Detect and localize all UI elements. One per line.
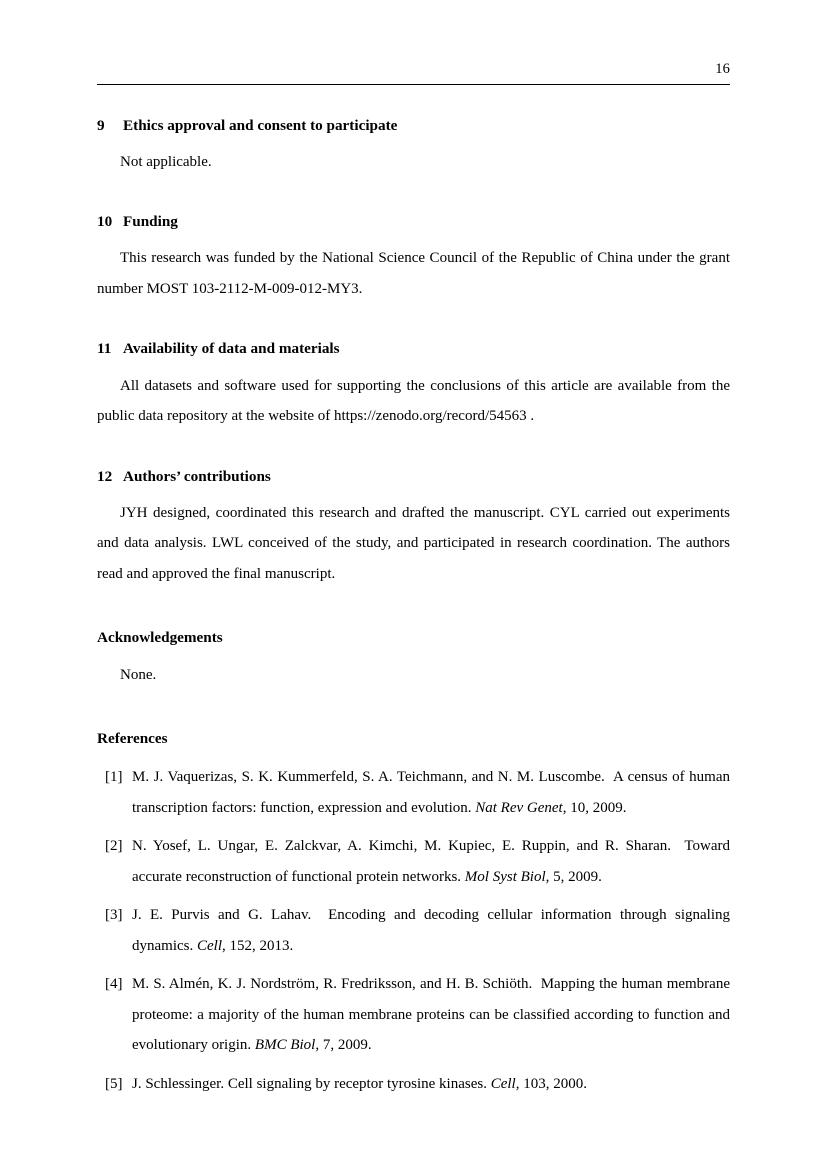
reference-article-title: Encoding and decoding cellular information through signaling dynamics.: [132, 907, 730, 954]
reference-volume: 5: [553, 868, 561, 885]
reference-journal: Cell: [197, 937, 222, 954]
reference-journal: BMC Biol: [254, 1037, 316, 1054]
section-number-9: 9: [97, 116, 105, 134]
reference-volume: 152: [229, 937, 252, 954]
reference-volume: 10: [570, 799, 586, 816]
reference-year: 2000: [553, 1075, 584, 1092]
section-12-paragraph-1: JYH designed, coordinated this research and drafted the manuscript. CYL carried out experiments and data analysis. LWL conceived of the study, and participated in research coordination. The authors read and approved the final manuscript.: [97, 504, 730, 582]
reference-authors: M. S. Almén, K. J. Nordström, R. Fredriksson, and H. B. Schiöth.: [132, 976, 533, 993]
section-title-10: Funding: [123, 213, 178, 231]
page-content: [97, 0, 730, 1107]
section-heading-12: [97, 468, 730, 486]
reference-journal: Nat Rev Genet: [475, 799, 563, 816]
reference-item: [1] M. J. Vaquerizas, S. K. Kummerfeld, S. A. Teichmann, and N. M. Luscombe. A census of human transcription factors: function, expression and evolution. Nat Rev Genet, 10, 2009.: [97, 762, 730, 823]
section-title-11: Availability of data and materials: [123, 340, 340, 358]
reference-year: 2013: [259, 937, 290, 954]
reference-label: [5]: [105, 1075, 123, 1092]
section-heading-10: [97, 213, 730, 231]
reference-label: [1]: [105, 769, 123, 786]
reference-label: [4]: [105, 976, 123, 993]
reference-item: [3] J. E. Purvis and G. Lahav. Encoding and decoding cellular information through signaling dynamics. Cell, 152, 2013.: [97, 900, 730, 961]
reference-journal: Mol Syst Biol: [464, 868, 546, 885]
reference-volume: 7: [322, 1037, 331, 1054]
references-heading: References: [97, 730, 168, 748]
acknowledgements-heading: Acknowledgements: [97, 629, 223, 647]
reference-label: [3]: [105, 907, 123, 924]
acknowledgements-paragraph: None.: [120, 666, 157, 683]
section-title-9: Ethics approval and consent to participate: [123, 116, 398, 134]
section-number-10: 10: [97, 213, 113, 231]
running-header: [97, 0, 730, 85]
reference-authors: J. Schlessinger.: [132, 1075, 225, 1092]
reference-authors: N. Yosef, L. Ungar, E. Zalckvar, A. Kimchi, M. Kupiec, E. Ruppin, and R. Sharan.: [132, 838, 671, 855]
reference-label: [2]: [105, 838, 123, 855]
reference-item: [4] M. S. Almén, K. J. Nordström, R. Fredriksson, and H. B. Schiöth. Mapping the human membrane proteome: a majority of the human membrane proteins can be classified according to function and evolutionary origin. BMC Biol, 7, 2009.: [97, 969, 730, 1061]
reference-article-title: Mapping the human membrane proteome: a majority of the human membrane proteins can be classified according to function and evolutionary origin.: [132, 976, 730, 1054]
reference-authors: M. J. Vaquerizas, S. K. Kummerfeld, S. A. Teichmann, and N. M. Luscombe.: [132, 769, 605, 786]
section-number-11: 11: [97, 340, 112, 358]
reference-article-title: Cell signaling by receptor tyrosine kinases.: [227, 1075, 487, 1092]
page-number: 16: [715, 61, 730, 77]
reference-list: [97, 762, 730, 1099]
reference-item: [2] N. Yosef, L. Ungar, E. Zalckvar, A. Kimchi, M. Kupiec, E. Ruppin, and R. Sharan. Toward accurate reconstruction of functional protein networks. Mol Syst Biol, 5, 2009.: [97, 831, 730, 892]
section-title-12: Authors’ contributions: [123, 467, 271, 485]
reference-year: 2009: [592, 799, 623, 816]
reference-volume: 103: [523, 1075, 546, 1092]
reference-article-title: A census of human transcription factors: function, expression and evolution.: [132, 769, 730, 816]
section-number-12: 12: [97, 467, 113, 485]
section-heading-11: [97, 340, 730, 358]
reference-item: [5] J. Schlessinger. Cell signaling by receptor tyrosine kinases. Cell, 103, 2000.: [97, 1069, 730, 1100]
reference-article-title: Toward accurate reconstruction of functional protein networks.: [132, 838, 730, 885]
reference-year: 2009: [568, 868, 599, 885]
section-heading-9: [97, 117, 730, 135]
section-11-paragraph-1: All datasets and software used for supporting the conclusions of this article are available from the public data repository at the website of https://zenodo.org/record/54563 .: [97, 377, 730, 425]
reference-journal: Cell: [490, 1075, 516, 1092]
reference-authors: J. E. Purvis and G. Lahav.: [132, 907, 312, 924]
section-9-paragraph-1: Not applicable.: [120, 153, 212, 170]
section-10-paragraph-1: This research was funded by the National Science Council of the Republic of China under the grant number MOST 103-2112-M-009-012-MY3.: [97, 250, 730, 297]
reference-year: 2009: [337, 1037, 368, 1054]
